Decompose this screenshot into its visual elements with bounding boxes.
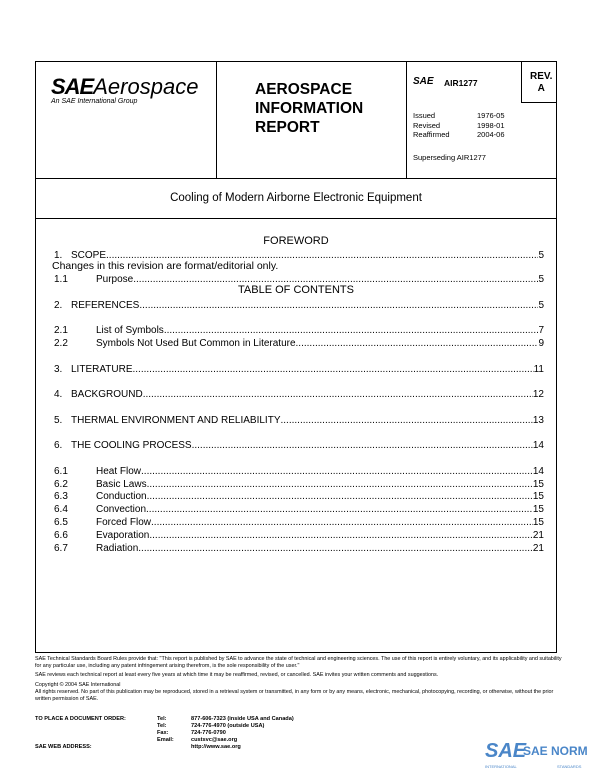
- toc-title: Basic Laws: [96, 479, 147, 490]
- report-type: [255, 80, 363, 137]
- toc-title: THE COOLING PROCESS: [71, 440, 192, 451]
- toc-leader-dots: [296, 338, 539, 350]
- toc-page: 7: [538, 325, 544, 336]
- toc-title: Forced Flow: [96, 517, 152, 528]
- date-label: Revised: [413, 120, 441, 130]
- toc-leader-dots: [133, 364, 534, 376]
- brand-intl: INTERNATIONAL: [485, 764, 517, 769]
- brand-sae: SAE: [485, 740, 527, 762]
- toc-entry[interactable]: [54, 440, 544, 452]
- toc-entry[interactable]: [54, 415, 544, 427]
- toc-title: Symbols Not Used But Common in Literature: [96, 338, 296, 349]
- toc-number: 5.: [54, 415, 63, 426]
- toc-entry[interactable]: [54, 479, 544, 491]
- sae-small-logo: SAE: [413, 76, 434, 87]
- contact-value: 877-606-7323 (inside USA and Canada): [191, 716, 294, 722]
- toc-number: 6.6: [54, 530, 68, 541]
- toc-title: Purpose: [96, 274, 134, 285]
- toc-title: SCOPE: [71, 250, 107, 261]
- toc-leader-dots: [146, 504, 533, 516]
- logo-sae-text: SAE: [51, 74, 94, 99]
- toc-leader-dots: [106, 250, 538, 262]
- footer-copyright: Copyright © 2004 SAE International: [35, 681, 121, 688]
- toc-page: 5: [538, 300, 544, 311]
- toc-entry[interactable]: [54, 491, 544, 503]
- report-type-line: AEROSPACE: [255, 81, 353, 98]
- date-label: Issued: [413, 111, 436, 120]
- toc-entry[interactable]: [54, 389, 544, 401]
- toc-title: REFERENCES: [71, 300, 140, 311]
- toc-page: 13: [532, 415, 544, 426]
- contact-value: custsvc@sae.org: [191, 737, 238, 743]
- foreword-heading: FOREWORD: [263, 235, 329, 247]
- toc-leader-dots: [143, 389, 533, 401]
- toc-title: Evaporation: [96, 530, 150, 541]
- toc-number: 2.: [54, 300, 63, 311]
- toc-leader-dots: [133, 274, 538, 286]
- toc-title: Radiation: [96, 543, 139, 554]
- toc-entry[interactable]: [54, 325, 544, 337]
- revision-box: [530, 71, 552, 95]
- contact-list: [157, 716, 294, 751]
- date-value: 1998-01: [477, 120, 505, 130]
- brand-norm: SAE NORM: [523, 744, 588, 758]
- toc-number: 4.: [54, 389, 63, 400]
- toc-leader-dots: [141, 466, 533, 478]
- toc-entry[interactable]: [54, 300, 544, 312]
- toc-number: 6.2: [54, 479, 68, 490]
- change-note: Changes in this revision are format/editorial only.: [52, 260, 279, 272]
- revision-value: A: [537, 83, 545, 94]
- header-divider: [521, 62, 522, 102]
- document-title: Cooling of Modern Airborne Electronic Equipment: [36, 178, 556, 219]
- contact-key: Email:: [157, 737, 174, 743]
- toc-number: 3.: [54, 364, 63, 375]
- toc-title: List of Symbols: [96, 325, 164, 336]
- toc-title: Convection: [96, 504, 147, 515]
- toc-title: THERMAL ENVIRONMENT AND RELIABILITY: [71, 415, 281, 426]
- toc-page: 9: [538, 338, 544, 349]
- toc-title: Heat Flow: [96, 466, 142, 477]
- toc-leader-dots: [164, 325, 539, 337]
- toc-entry[interactable]: [54, 543, 544, 555]
- toc-page: 14: [532, 466, 544, 477]
- toc-page: 21: [532, 543, 544, 554]
- contact-key: Fax:: [157, 730, 169, 736]
- header-divider: [216, 62, 217, 178]
- toc-title: BACKGROUND: [71, 389, 143, 400]
- toc-page: 15: [532, 517, 544, 528]
- toc-page: 15: [532, 504, 544, 515]
- date-row: [413, 111, 505, 121]
- toc-leader-dots: [147, 479, 533, 491]
- toc-entry[interactable]: [54, 504, 544, 516]
- toc-leader-dots: [151, 517, 533, 529]
- contact-value: 724-776-4970 (outside USA): [191, 723, 265, 729]
- date-block: [413, 111, 505, 140]
- document-number: AIR1277: [444, 78, 478, 88]
- contact-row: [157, 744, 294, 751]
- header-divider: [406, 62, 407, 178]
- web-address-label: SAE WEB ADDRESS:: [35, 744, 92, 750]
- toc-leader-dots: [139, 300, 538, 312]
- toc-leader-dots: [138, 543, 533, 555]
- toc-page: 14: [532, 440, 544, 451]
- report-type-line: REPORT: [255, 119, 320, 136]
- toc-number: 6.4: [54, 504, 68, 515]
- contact-key: Tel:: [157, 716, 167, 722]
- date-value: 1976-05: [477, 111, 505, 120]
- toc-entry[interactable]: [54, 466, 544, 478]
- date-row: [413, 121, 505, 131]
- toc-number: 6.5: [54, 517, 68, 528]
- footer-legal: [35, 656, 565, 703]
- toc-page: 12: [532, 389, 544, 400]
- toc-page: 21: [532, 530, 544, 541]
- date-label: Reaffirmed: [413, 130, 450, 139]
- toc-entry[interactable]: [54, 338, 544, 350]
- brand-std: STANDARDS: [557, 764, 582, 769]
- contact-value: 724-776-0790: [191, 730, 226, 736]
- toc-leader-dots: [281, 415, 533, 427]
- toc-entry[interactable]: [54, 364, 544, 376]
- toc-number: 1.: [54, 250, 63, 261]
- toc-entry[interactable]: [54, 517, 544, 529]
- toc-page: 15: [532, 491, 544, 502]
- toc-heading: TABLE OF CONTENTS: [238, 284, 354, 296]
- contact-row: [157, 723, 294, 730]
- logo-subtitle: An SAE International Group: [51, 98, 138, 105]
- date-row: [413, 130, 505, 140]
- toc-entry[interactable]: [54, 274, 544, 286]
- toc-page: 5: [538, 250, 544, 261]
- toc-number: 6.7: [54, 543, 68, 554]
- footer-review: SAE reviews each technical report at least every five years at which time it may be reaffirmed, revised, or cancelled. SAE invites your written comments and suggestions.: [35, 672, 439, 679]
- toc-number: 2.2: [54, 338, 68, 349]
- contact-row: [157, 730, 294, 737]
- revision-label: REV.: [530, 71, 553, 82]
- web-address[interactable]: http://www.sae.org: [191, 744, 241, 750]
- toc-leader-dots: [192, 440, 533, 452]
- footer-rights: All rights reserved. No part of this publication may be reproduced, stored in a retrieval system or transmitted, in any form or by any means, electronic, mechanical, photocopying, recording, or otherwise, without the prior written permission of SAE.: [35, 688, 554, 703]
- rev-box-bottom: [521, 102, 556, 103]
- toc-number: 6.1: [54, 466, 68, 477]
- report-frame: [35, 61, 557, 653]
- toc-leader-dots: [149, 530, 533, 542]
- toc-number: 2.1: [54, 325, 68, 336]
- sae-norm-logo: [485, 740, 595, 772]
- contact-key: Tel:: [157, 723, 167, 729]
- toc-leader-dots: [147, 491, 533, 503]
- date-value: 2004-06: [477, 130, 505, 139]
- sae-aerospace-logo: [51, 74, 198, 105]
- report-type-line: INFORMATION: [255, 100, 364, 117]
- contact-row: [157, 737, 294, 744]
- toc-page: 11: [533, 364, 544, 375]
- toc-number: 1.1: [54, 274, 68, 285]
- toc-number: 6.3: [54, 491, 68, 502]
- toc-title: LITERATURE: [71, 364, 133, 375]
- toc-number: 6.: [54, 440, 63, 451]
- logo-aero-text: Aerospace: [93, 74, 199, 99]
- footer-rules: SAE Technical Standards Board Rules provide that: "This report is published by SAE to advance the state of technical and engineering sciences. The use of this report is entirely voluntary, and its applicability and suitability for any particular use, including any patent infringement arising therefrom, is the sole responsibility of the user.": [35, 656, 562, 670]
- toc-title: Conduction: [96, 491, 147, 502]
- order-label: TO PLACE A DOCUMENT ORDER:: [35, 716, 126, 722]
- contact-row: [157, 716, 294, 723]
- toc-entry[interactable]: [54, 530, 544, 542]
- toc-page: 15: [532, 479, 544, 490]
- report-header: [36, 62, 556, 179]
- superseding-note: Superseding AIR1277: [413, 153, 486, 162]
- toc-page: 5: [538, 274, 544, 285]
- toc-entry[interactable]: [54, 250, 544, 262]
